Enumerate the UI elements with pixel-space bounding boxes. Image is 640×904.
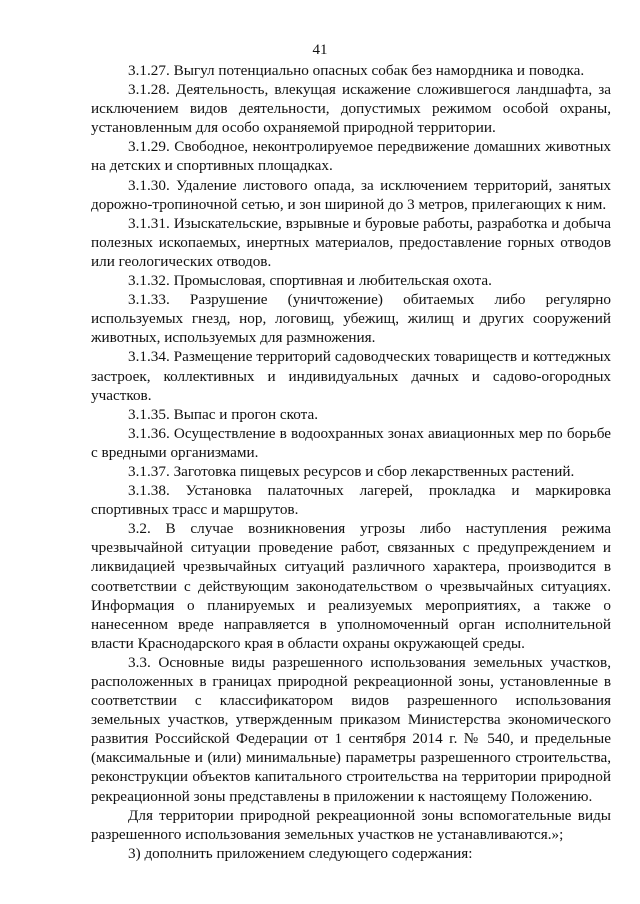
paragraph-3-1-28: 3.1.28. Деятельность, влекущая искажение сложившегося ландшафта, за исключением видов деятельности, допустимых режимом особой охраны, установленным для особо охраняемой природной территории. <box>91 81 611 137</box>
paragraph-3-1-38: 3.1.38. Установка палаточных лагерей, прокладка и маркировка спортивных трасс и маршрутов. <box>91 482 611 519</box>
paragraph-3-1-33: 3.1.33. Разрушение (уничтожение) обитаемых либо регулярно используемых гнезд, нор, логовищ, убежищ, жилищ и других сооружений животных, используемых для размножения. <box>91 291 611 347</box>
paragraph-3-1-27: 3.1.27. Выгул потенциально опасных собак без намордника и поводка. <box>128 62 585 79</box>
paragraph-3-1-29: 3.1.29. Свободное, неконтролируемое передвижение домашних животных на детских и спортивных площадках. <box>91 138 611 175</box>
paragraph-3-1-34: 3.1.34. Размещение территорий садоводческих товариществ и коттеджных застроек, коллективных и индивидуальных дачных и садово-огородных участков. <box>91 348 611 404</box>
paragraph-3-1-31: 3.1.31. Изыскательские, взрывные и буровые работы, разработка и добыча полезных ископаемых, инертных материалов, предоставление горных отводов или геологических отводов. <box>91 214 611 270</box>
page-number: 41 <box>312 42 328 58</box>
paragraph-3-1-30: 3.1.30. Удаление листового опада, за исключением территорий, занятых дорожно-тропиночной сетью, и зон шириной до 3 метров, прилегающих к ним. <box>91 176 611 213</box>
paragraph-3-1-35: 3.1.35. Выпас и прогон скота. <box>128 405 319 423</box>
document-body <box>91 61 611 863</box>
paragraph-3-1-37: 3.1.37. Заготовка пищевых ресурсов и сбор лекарственных растений. <box>128 462 575 480</box>
paragraph-item-3: 3) дополнить приложением следующего содержания: <box>128 844 473 862</box>
paragraph-3-2: 3.2. В случае возникновения угрозы либо наступления режима чрезвычайной ситуации проведение работ, связанных с предупреждением и ликвидацией чрезвычайных ситуаций различного характера, производится в соответствии с действующим законодательством о чрезвычайных ситуациях. Информация о планируемых и реализуемых мероприятиях, а также о нанесенном вреде направляется в уполномоченный орган исполнительной власти Краснодарского края в области охраны окружающей среды. <box>91 520 611 652</box>
paragraph-3-1-36: 3.1.36. Осуществление в водоохранных зонах авиационных мер по борьбе с вредными организмами. <box>91 424 611 461</box>
paragraph-3-1-32: 3.1.32. Промысловая, спортивная и любительская охота. <box>128 272 492 290</box>
paragraph-3-3: 3.3. Основные виды разрешенного использования земельных участков, расположенных в границах природной рекреационной зоны, установленные в соответствии с классификатором видов разрешенного использования земельных участков, утвержденным приказом Министерства экономического развития Российской Федерации от 1 сентября 2014 г. № 540, и предельные (максимальные и (или) минимальные) параметры разрешенного строительства, реконструкции объектов капитального строительства на территории природной рекреационной зоны представлены в приложении к настоящему Положению. <box>91 653 611 805</box>
paragraph-auxiliary-uses: Для территории природной рекреационной зоны вспомогательные виды разрешенного использования земельных участков не устанавливаются.»; <box>91 806 611 843</box>
